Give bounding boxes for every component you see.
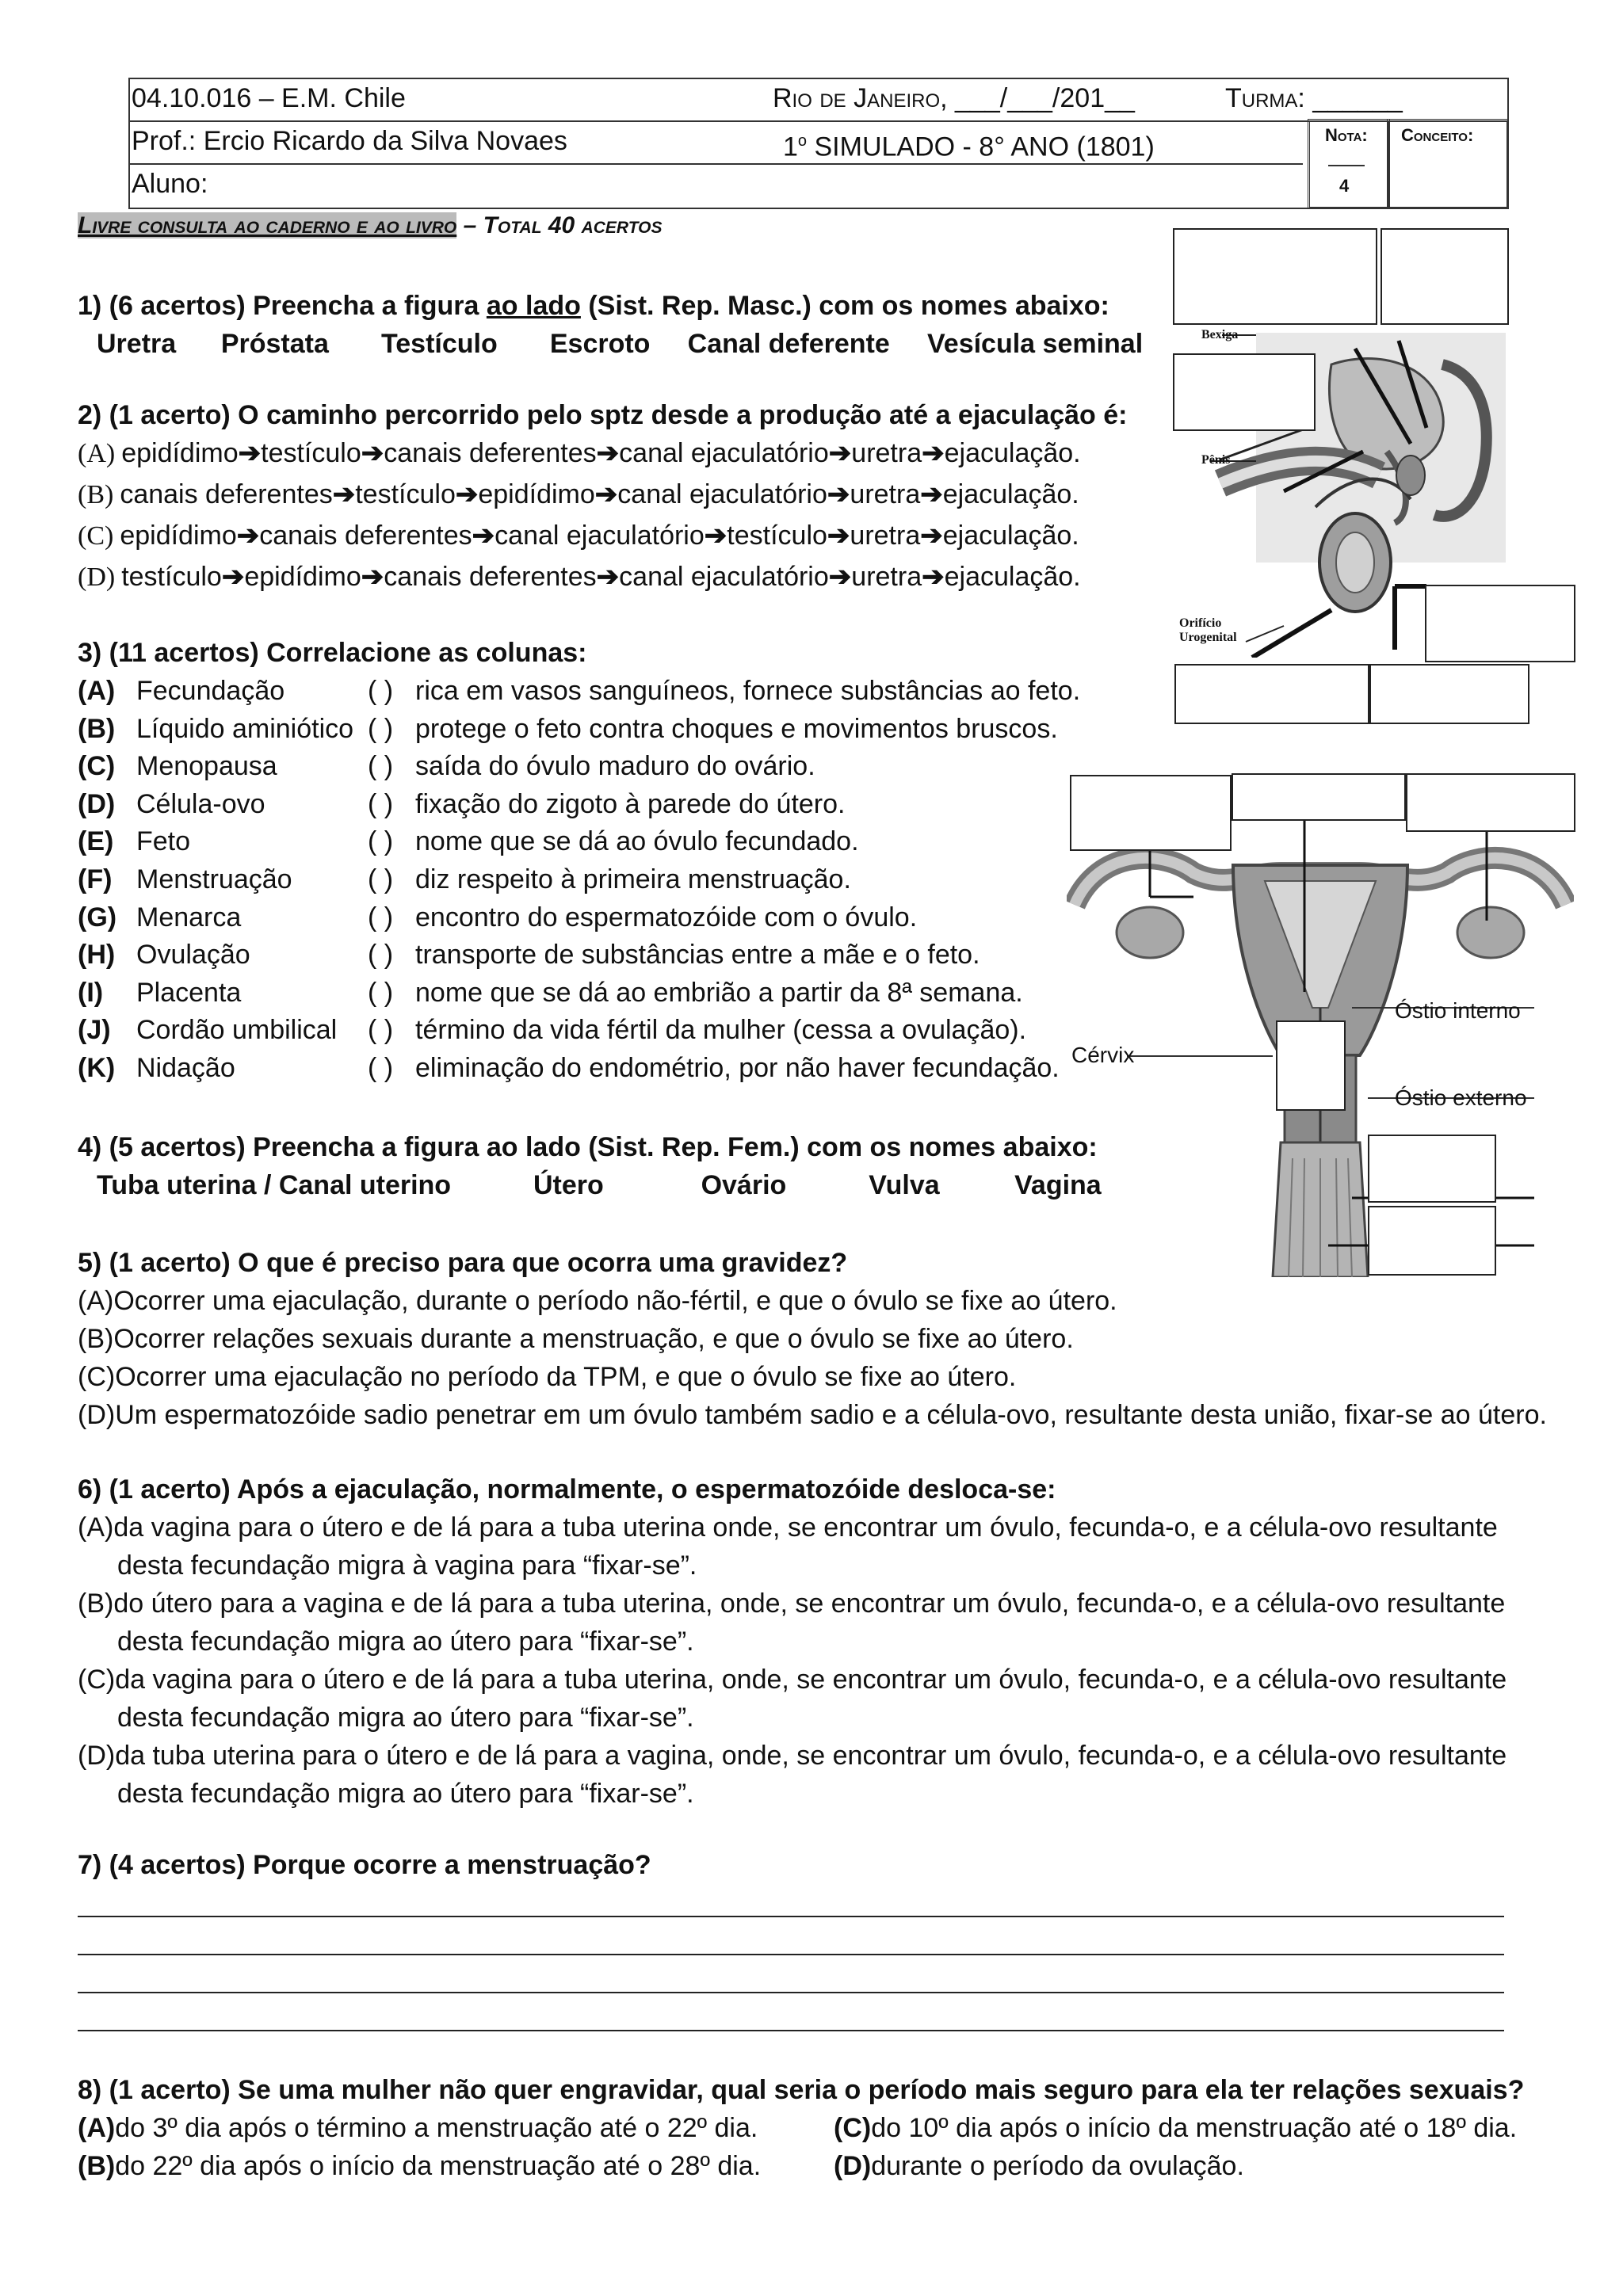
q3-row: [78, 1049, 1108, 1087]
label-bexiga: Bexiga: [1201, 328, 1239, 341]
arrow-right-icon: ➔: [922, 562, 945, 592]
exam-title-text: SIMULADO - 8° ANO (1801): [807, 132, 1155, 162]
q8-option-d: [834, 2147, 1244, 2185]
q3-term: Líquido aminiótico: [136, 713, 354, 744]
q5-option-a: (A)Ocorrer uma ejaculação, durante o período não-fértil, e que o óvulo se fixe ao útero.: [78, 1286, 1117, 1316]
arrow-right-icon: ➔: [361, 438, 384, 468]
answer-box-uretra[interactable]: [1174, 664, 1369, 724]
instructions-highlight: Livre consulta ao caderno e ao livro: [78, 212, 457, 238]
conceito-label: Conceito:: [1401, 125, 1474, 145]
label-ostio-externo: Óstio externo: [1395, 1085, 1527, 1110]
q8-option-a-text: do 3º dia após o término a menstruação até o 22º dia.: [115, 2113, 758, 2143]
q2-option: [78, 475, 1079, 514]
q2-option: [78, 517, 1079, 555]
q1-terms: Uretra Próstata Testículo Escroto Canal deferente Vesícula seminal: [97, 329, 1144, 359]
q3-description: fixação do zigoto à parede do útero.: [415, 788, 846, 819]
answer-box-ducto[interactable]: [1381, 228, 1509, 325]
q2-step: canais deferentes: [120, 479, 333, 509]
q2-step: ejaculação.: [944, 438, 1081, 468]
answer-box-cervix[interactable]: [1276, 1020, 1346, 1111]
q7-title: 7) (4 acertos) Porque ocorre a menstruação?: [78, 1850, 651, 1880]
q5-option-b: (B)Ocorrer relações sexuais durante a menstruação, e que o óvulo se fixe ao útero.: [78, 1324, 1074, 1354]
q3-row: [78, 672, 1108, 710]
q3-answer-blank[interactable]: ( ): [368, 751, 394, 782]
q2-step: uretra: [850, 521, 921, 551]
arrow-right-icon: ➔: [596, 438, 620, 468]
q2-step: testículo: [355, 479, 456, 509]
q2-step: canal ejaculatório: [617, 479, 827, 509]
q3-term: Feto: [136, 826, 191, 857]
q5-option-d: (D)Um espermatozóide sadio penetrar em um óvulo também sadio e a célula-ovo, resultante desta união, fixar-se ao útero.: [78, 1400, 1547, 1430]
q3-letter: (A): [78, 676, 116, 706]
q3-letter: (G): [78, 902, 117, 933]
q6-option-c-line1: (C)da vagina para o útero e de lá para a tuba uterina, onde, se encontrar um óvulo, fecunda-o, e a célula-ovo resultante: [78, 1665, 1507, 1695]
answer-box-utero[interactable]: [1232, 773, 1406, 821]
arrow-right-icon: ➔: [332, 479, 356, 509]
q6-option-d-line2: desta fecundação migra ao útero para “fixar-se”.: [117, 1779, 694, 1809]
arrow-right-icon: ➔: [594, 479, 618, 509]
q4-terms: Tuba uterina / Canal uterino Útero Ovário Vulva Vagina: [97, 1170, 1102, 1200]
arrow-right-icon: ➔: [827, 479, 850, 509]
q3-answer-blank[interactable]: ( ): [368, 902, 394, 933]
q3-letter: (C): [78, 751, 116, 782]
q2-step: canal ejaculatório: [495, 521, 705, 551]
header-turma: Turma: ______: [1225, 83, 1403, 113]
q2-option-letter: (A): [78, 439, 116, 468]
q3-letter: (I): [78, 977, 104, 1008]
q3-term: Placenta: [136, 977, 242, 1008]
q2-step: testículo: [261, 438, 361, 468]
q1-title-b: (Sist. Rep. Masc.) com os nomes abaixo:: [580, 291, 1109, 321]
q3-answer-blank[interactable]: ( ): [368, 977, 394, 1008]
q3-letter: (E): [78, 826, 114, 857]
q6-title: 6) (1 acerto) Após a ejaculação, normalmente, o espermatozóide desloca-se:: [78, 1474, 1056, 1505]
q8-option-c: [834, 2109, 1517, 2147]
q3-description: nome que se dá ao óvulo fecundado.: [415, 826, 859, 857]
q8-option-d-letter: (D): [834, 2151, 872, 2181]
nota-label: Nota:: [1325, 125, 1368, 145]
q3-term: Ovulação: [136, 940, 250, 971]
arrow-right-icon: ➔: [704, 521, 727, 551]
nota-underline: [1328, 165, 1365, 166]
header-date-school: 04.10.016 – E.M. Chile: [132, 83, 406, 113]
q3-letter: (K): [78, 1053, 116, 1083]
q2-step: canais deferentes: [384, 438, 597, 468]
answer-box-vagina[interactable]: [1368, 1135, 1496, 1203]
q3-letter: (F): [78, 864, 113, 894]
q5-title: 5) (1 acerto) O que é preciso para que ocorra uma gravidez?: [78, 1248, 848, 1278]
q5-option-c: (C)Ocorrer uma ejaculação no período da TPM, e que o óvulo se fixe ao útero.: [78, 1362, 1017, 1392]
q2-step: canal ejaculatório: [619, 438, 829, 468]
q2-option-letter: (B): [78, 480, 114, 509]
label-orificio-line2: Urogenital: [1179, 631, 1237, 644]
q8-option-a-letter: (A): [78, 2113, 116, 2143]
q3-term: Nidação: [136, 1053, 235, 1083]
q3-term: Célula-ovo: [136, 788, 265, 819]
q3-answer-blank[interactable]: ( ): [368, 1015, 394, 1046]
q6-option-d-line1: (D)da tuba uterina para o útero e de lá para a vagina, onde, se encontrar um óvulo, fecunda-o, e a célula-ovo resultante: [78, 1741, 1507, 1771]
q2-step: uretra: [851, 562, 922, 592]
header-aluno: Aluno:: [132, 169, 208, 199]
q2-step: canais deferentes: [259, 521, 472, 551]
q2-step: testículo: [121, 562, 222, 592]
q3-letter: (H): [78, 940, 116, 971]
q3-row: [78, 747, 1108, 785]
answer-line[interactable]: [78, 1954, 1504, 1955]
answer-box-vesicula[interactable]: [1173, 228, 1377, 325]
q3-title: 3) (11 acertos) Correlacione as colunas:: [78, 638, 587, 668]
q6-option-c-line2: desta fecundação migra ao útero para “fixar-se”.: [117, 1703, 694, 1733]
label-penis: Pênis: [1201, 453, 1231, 467]
q3-row: [78, 936, 1108, 974]
q2-step: epidídimo: [244, 562, 361, 592]
label-orificio: [1179, 616, 1237, 645]
label-cervix: Cérvix: [1071, 1043, 1135, 1067]
label-ostio-interno: Óstio interno: [1395, 998, 1521, 1023]
q1-title-underline: ao lado: [486, 291, 581, 321]
arrow-right-icon: ➔: [472, 521, 495, 551]
arrow-right-icon: ➔: [827, 521, 850, 551]
header-exam-title: [783, 125, 1155, 162]
arrow-right-icon: ➔: [361, 562, 384, 592]
q3-row: [78, 898, 1108, 936]
instructions: [78, 212, 662, 239]
q3-description: saída do óvulo maduro do ovário.: [415, 751, 815, 782]
arrow-right-icon: ➔: [922, 438, 945, 468]
q3-term: Fecundação: [136, 676, 285, 706]
q3-description: rica em vasos sanguíneos, fornece substâncias ao feto.: [415, 676, 1081, 706]
q2-step: ejaculação.: [942, 479, 1079, 509]
exam-number: 1: [783, 132, 798, 162]
arrow-right-icon: ➔: [455, 479, 479, 509]
q2-step: epidídimo: [478, 479, 595, 509]
q8-option-c-letter: (C): [834, 2113, 872, 2143]
header-city-date: Rio de Janeiro, ___/___/201__: [773, 83, 1135, 113]
q3-letter: (B): [78, 713, 116, 744]
q2-step: ejaculação.: [942, 521, 1079, 551]
q3-row: [78, 822, 1108, 860]
answer-line[interactable]: [78, 1916, 1504, 1917]
q3-answer-blank[interactable]: ( ): [368, 826, 394, 857]
arrow-right-icon: ➔: [828, 562, 852, 592]
q8-option-b-text: do 22º dia após o início da menstruação até o 28º dia.: [115, 2151, 762, 2181]
q3-row: [78, 860, 1108, 898]
arrow-right-icon: ➔: [920, 479, 943, 509]
q8-option-a: [78, 2109, 758, 2147]
q8-option-b: [78, 2147, 761, 2185]
q3-term: Cordão umbilical: [136, 1015, 338, 1046]
q3-row: [78, 1011, 1108, 1049]
arrow-right-icon: ➔: [828, 438, 852, 468]
q3-description: encontro do espermatozóide com o óvulo.: [415, 902, 918, 933]
q3-answer-blank[interactable]: ( ): [368, 940, 394, 971]
q6-option-a-line2: desta fecundação migra à vagina para “fixar-se”.: [117, 1550, 697, 1581]
q2-step: uretra: [851, 438, 922, 468]
q1-title-a: 1) (6 acertos) Preencha a figura: [78, 291, 487, 321]
q3-description: diz respeito à primeira menstruação.: [415, 864, 851, 894]
q2-step: canais deferentes: [384, 562, 597, 592]
answer-box-tuba[interactable]: [1070, 775, 1232, 851]
q3-answer-blank[interactable]: ( ): [368, 713, 394, 744]
q3-answer-blank[interactable]: ( ): [368, 676, 394, 706]
q4-title: 4) (5 acertos) Preencha a figura ao lado (Sist. Rep. Fem.) com os nomes abaixo:: [78, 1132, 1098, 1162]
q8-option-c-text: do 10º dia após o início da menstruação até o 18º dia.: [871, 2113, 1518, 2143]
q8-title: 8) (1 acerto) Se uma mulher não quer engravidar, qual seria o período mais seguro para ela ter relações sexuais?: [78, 2075, 1525, 2105]
answer-box-ovario[interactable]: [1406, 773, 1575, 832]
q3-description: nome que se dá ao embrião a partir da 8ª semana.: [415, 977, 1023, 1008]
q3-answer-blank[interactable]: ( ): [368, 788, 394, 819]
q3-term: Menstruação: [136, 864, 292, 894]
answer-box-prostata[interactable]: [1173, 353, 1316, 431]
q2-option-letter: (D): [78, 563, 116, 592]
q3-answer-blank[interactable]: ( ): [368, 864, 394, 894]
q3-row: [78, 785, 1108, 823]
q6-option-b-line1: (B)do útero para a vagina e de lá para a tuba uterina, onde, se encontrar um óvulo, fecunda-o, e a célula-ovo resultante: [78, 1589, 1506, 1619]
arrow-right-icon: ➔: [238, 438, 262, 468]
q3-term: Menopausa: [136, 751, 277, 782]
answer-line[interactable]: [78, 2030, 1504, 2031]
q2-step: epidídimo: [121, 438, 239, 468]
q2-step: epidídimo: [120, 521, 237, 551]
q8-option-d-text: durante o período da ovulação.: [871, 2151, 1244, 2181]
q3-description: transporte de substâncias entre a mãe e o feto.: [415, 940, 980, 971]
label-orificio-line1: Orifício: [1179, 616, 1222, 630]
answer-box-vulva[interactable]: [1368, 1206, 1496, 1276]
q3-description: eliminação do endométrio, por não haver fecundação.: [415, 1053, 1060, 1083]
q2-step: ejaculação.: [944, 562, 1081, 592]
q2-step: testículo: [727, 521, 827, 551]
q1-title: [78, 287, 1109, 325]
q3-answer-blank[interactable]: ( ): [368, 1053, 394, 1083]
q3-term: Menarca: [136, 902, 242, 933]
q3-description: término da vida fértil da mulher (cessa a ovulação).: [415, 1015, 1027, 1046]
answer-box-testiculo[interactable]: [1425, 585, 1575, 662]
arrow-right-icon: ➔: [920, 521, 943, 551]
arrow-right-icon: ➔: [221, 562, 245, 592]
q3-row: [78, 710, 1108, 748]
q2-option-letter: (C): [78, 521, 114, 551]
q6-option-b-line2: desta fecundação migra ao útero para “fixar-se”.: [117, 1627, 694, 1657]
q3-letter: (D): [78, 788, 116, 819]
q2-step: uretra: [850, 479, 921, 509]
q6-option-a-line1: (A)da vagina para o útero e de lá para a tuba uterina onde, se encontrar um óvulo, fecunda-o, e a célula-ovo resultante: [78, 1512, 1498, 1543]
answer-line[interactable]: [78, 1992, 1504, 1993]
q3-description: protege o feto contra choques e movimentos bruscos.: [415, 713, 1058, 744]
arrow-right-icon: ➔: [596, 562, 620, 592]
exam-ordinal: o: [797, 132, 808, 150]
q2-step: canal ejaculatório: [619, 562, 829, 592]
q8-option-b-letter: (B): [78, 2151, 116, 2181]
answer-box-escroto[interactable]: [1369, 664, 1529, 724]
header-professor: Prof.: Ercio Ricardo da Silva Novaes: [132, 126, 567, 156]
q2-option: [78, 558, 1081, 597]
instructions-total: – Total 40 acertos: [456, 212, 663, 238]
nota-value: 4: [1339, 176, 1350, 196]
arrow-right-icon: ➔: [236, 521, 260, 551]
q2-title: 2) (1 acerto) O caminho percorrido pelo sptz desde a produção até a ejaculação é:: [78, 400, 1128, 430]
q3-letter: (J): [78, 1015, 111, 1046]
q3-row: [78, 974, 1108, 1012]
q2-option: [78, 434, 1081, 473]
